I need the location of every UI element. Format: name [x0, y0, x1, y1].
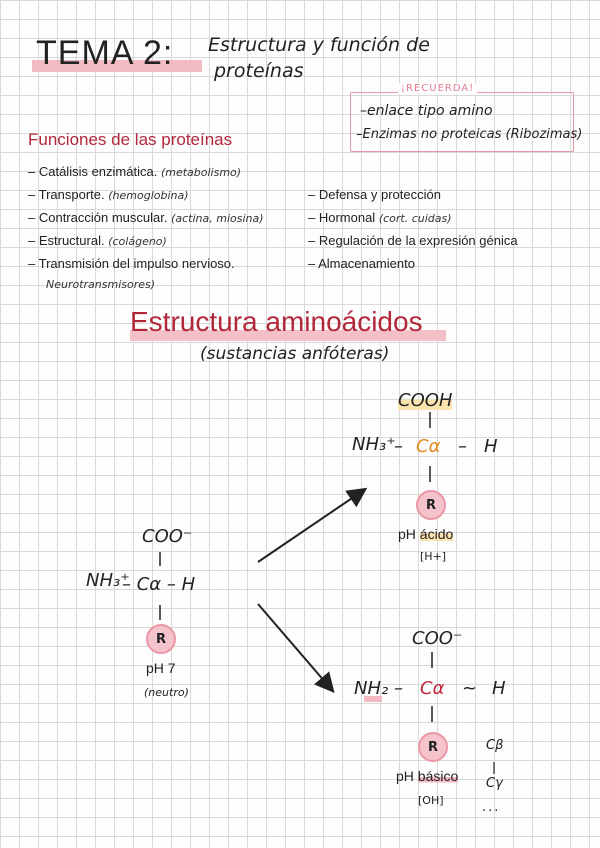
neutral-note: (neutro) [144, 686, 189, 699]
funcion-item-contraccion: – Contracción muscular. (actina, miosina) [28, 210, 264, 225]
basic-side-chain-ellipsis: ... [482, 800, 501, 815]
acid-bond-right: – [458, 436, 467, 457]
funcion-item-catalisis: – Catálisis enzimática. (metabolismo) [28, 164, 242, 179]
neutral-carboxylate: COO⁻ [142, 526, 193, 547]
recuerda-label: ¡RECUERDA! [398, 83, 477, 94]
basic-bond-right: ~ [462, 678, 478, 699]
recuerda-line-1: –enlace tipo amino [360, 103, 493, 119]
estructura-subtitle: (sustancias anfóteras) [200, 344, 390, 364]
basic-carboxylate: COO⁻ [412, 628, 463, 649]
funciones-heading: Funciones de las proteínas [28, 130, 233, 149]
basic-amine: NH₂ [354, 678, 389, 699]
funcion-item-transporte: – Transporte. (hemoglobina) [28, 187, 189, 202]
funcion-item-regulacion: – Regulación de la expresión génica [308, 233, 518, 248]
acid-bond-left: – [394, 436, 403, 457]
funcion-item-estructural: – Estructural. (colágeno) [28, 233, 167, 248]
neutral-center: – Cα – H [122, 574, 196, 595]
acid-note: [H+] [420, 550, 447, 563]
funcion-item-defensa: – Defensa y protección [308, 187, 441, 202]
estructura-heading: Estructura aminoácidos [130, 306, 423, 338]
basic-center: Cα [420, 678, 445, 699]
funcion-item-transmision-note: Neurotransmisores) [46, 278, 156, 291]
basic-hydrogen: H [492, 678, 506, 699]
acid-hydrogen: H [484, 436, 498, 457]
neutral-ph: pH 7 [146, 660, 176, 676]
neutral-r-group: R [146, 624, 176, 654]
basic-side-chain-beta: Cβ [486, 738, 504, 753]
acid-r-group: R [416, 490, 446, 520]
subtitle-line-2: proteínas [214, 60, 304, 82]
acid-amine: NH₃⁺ [352, 434, 396, 455]
acid-carboxyl: COOH [398, 390, 453, 411]
arrow-to-basic [258, 604, 332, 690]
funcion-item-hormonal: – Hormonal (cort. cuidas) [308, 210, 452, 225]
neutral-amine: NH₃⁺ [86, 570, 130, 591]
arrow-to-acid [258, 490, 364, 562]
basic-side-chain-gamma: Cγ [486, 776, 503, 791]
recuerda-line-2: –Enzimas no proteicas (Ribozimas) [356, 127, 583, 142]
acid-ph: pH ácido [398, 526, 454, 542]
funcion-item-almacenamiento: – Almacenamiento [308, 256, 415, 271]
basic-note: [OH] [418, 794, 444, 807]
page-title: TEMA 2: [36, 34, 173, 73]
basic-r-group: R [418, 732, 448, 762]
funcion-item-transmision: – Transmisión del impulso nervioso. [28, 256, 235, 271]
acid-center: Cα [416, 436, 441, 457]
subtitle-line-1: Estructura y función de [208, 34, 430, 56]
basic-ph: pH básico [396, 768, 459, 784]
basic-bond-left: – [394, 678, 403, 699]
